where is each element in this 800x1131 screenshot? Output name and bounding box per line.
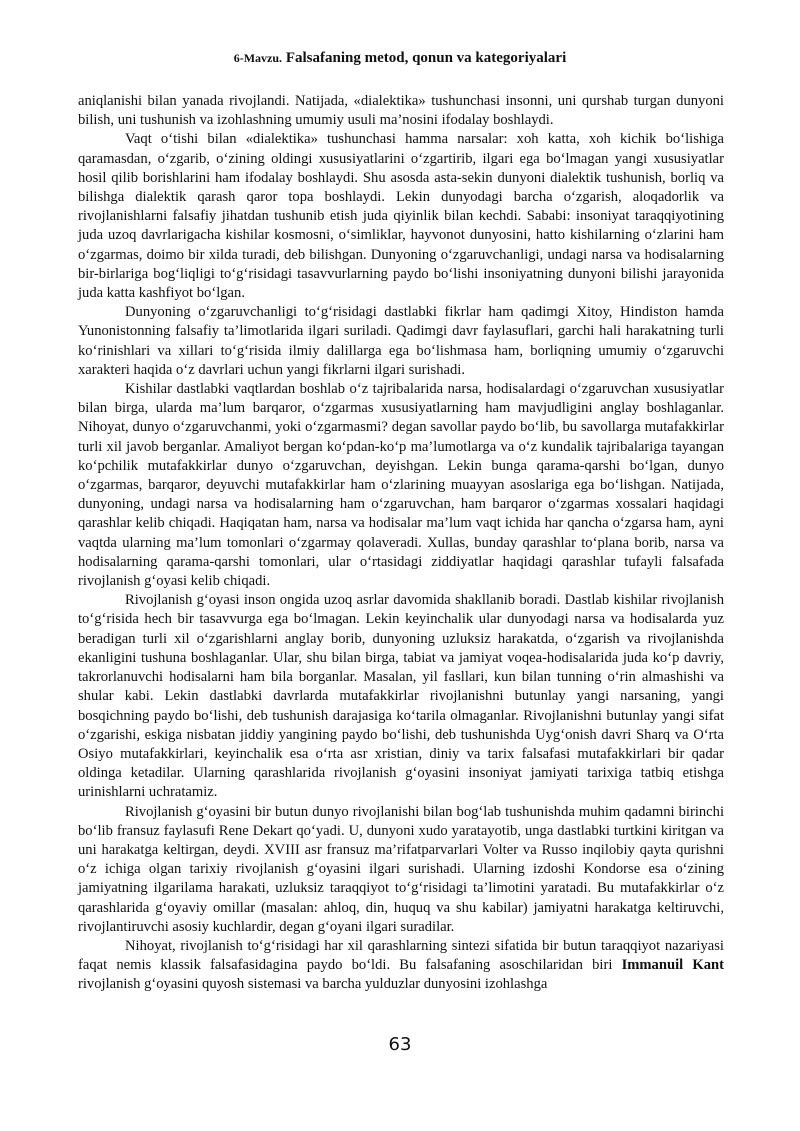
bold-name: Immanuil Kant xyxy=(621,957,724,974)
page-header xyxy=(0,48,800,68)
paragraph: Vaqt o‘tishi bilan «dialektika» tushunchasi hamma narsalar: xoh katta, xoh kichik bo‘lishiga qaramasdan, o‘zgarib, o‘zining oldingi xususiyatlarini o‘zgartirib, ilgari ega bo‘lmagan yangi xususiyatlar hosil qilib borishlarini ham ifodalay boshlaydi. Shu asosda asta-sekin dunyoni dialektik tushunish, borliq va bilishga dialektik qarash qaror topa boshlaydi. Lekin dunyodagi barcha o‘zgarish, aloqadorlik va rivojlanishlarni falsafiy jihatdan tushunib etish juda qiyinlik bilan kechdi. Sababi: insoniyat taraqqiyotining juda uzoq davrlarigacha kishilar kosmosni, o‘simliklar, hayvonot dunyosini, hatto kishilarning o‘zlarini ham o‘zgarmas, doimo bir xilda turadi, deb bilishgan. Dunyoning o‘zgaruvchanligi, undagi narsa va hodisalarning bir-birlariga bog‘liqligi to‘g‘risidagi tasavvurlarning paydo bo‘lishi insoniyatning dunyoni bilishi jarayonida juda katta kashfiyot bo‘lgan. xyxy=(78,131,724,302)
paragraph-text: Nihoyat, rivojlanish to‘g‘risidagi har xil qarashlarning sintezi sifatida bir butun taraqqiyot nazariyasi faqat nemis klassik falsafasidagina paydo bo‘ldi. Bu falsafaning asoschilaridan biri xyxy=(78,937,724,974)
paragraph: Dunyoning o‘zgaruvchanligi to‘g‘risidagi dastlabki fikrlar ham qadimgi Xitoy, Hindiston hamda Yunonistonning falsafiy ta’limotlarida ilgari suriladi. Qadimgi davr faylasuflari, garchi hali harakatning turli ko‘rinishlari va xillari to‘g‘risida ilmiy dalillarga ega bo‘lishmasa ham, borliqning umumiy o‘zgaruvchi xarakteri haqida o‘z davrlari uchun yangi fikrlarni ilgari surishadi. xyxy=(78,304,724,378)
body-text xyxy=(78,92,724,995)
paragraph xyxy=(78,937,724,995)
topic-title: Falsafaning metod, qonun va kategoriyalari xyxy=(285,50,567,66)
paragraph: aniqlanishi bilan yanada rivojlandi. Natijada, «dialektika» tushunchasi insonni, uni qurshab turgan dunyoni bilish, uni tushunish va izohlashning umumiy usuli ma’nosini ifodalay boshlaydi. xyxy=(78,93,724,129)
topic-number: 6-Mavzu. xyxy=(233,51,283,65)
page-number: 63 xyxy=(388,1034,412,1055)
paragraph: Rivojlanish g‘oyasini bir butun dunyo rivojlanishi bilan bog‘lab tushunishda muhim qadamni birinchi bo‘lib fransuz faylasufi Rene Dekart qo‘yadi. U, dunyoni xudo yaratayotib, unga dastlabki turtkini kiritgan va uni harakatga keltirgan, deydi. XVIII asr fransuz ma’rifatparvarlari Volter va Russo inqilobiy qayta qurishni o‘z ichiga olgan tarixiy rivojlanish g‘oyasini ilgari surishadi. Ularning izdoshi Kondorse esa o‘zining jamiyatning ilgarilama harakati, uzluksiz taraqqiyot to‘g‘risidagi ta’limotini yaratadi. Bu mutafakkirlar o‘z qarashlarida g‘oyaviy omillar (masalan: ahloq, din, huquq va shu kabilar) jamiyatni harakatga keltiruvchi, rivojlantiruvchi asosiy kuchlardir, degan g‘oyani ilgari suradilar. xyxy=(78,803,724,935)
paragraph-text: rivojlanish g‘oyasini quyosh sistemasi va barcha yulduzlar dunyosini izohlashga xyxy=(78,976,548,993)
paragraph: Kishilar dastlabki vaqtlardan boshlab o‘z tajribalarida narsa, hodisalardagi o‘zgaruvchan xususiyatlar bilan birga, ularda ma’lum barqaror, o‘zgarmas xususiyatlarning ham mavjudligini anglay boshlaganlar. Nihoyat, dunyo o‘zgaruvchanmi, yoki o‘zgarmasmi? degan savollar paydo bo‘lib, bu savollarga mutafakkirlar turli xil javob berganlar. Amaliyot bergan ko‘pdan-ko‘p ma’lumotlarga va o‘z kundalik tajribalariga tayangan ko‘pchilik mutafakkirlar dunyo o‘zgaruvchan, deyishgan. Lekin bunga qarama-qarshi bo‘lgan, dunyo o‘zgarmas, barqaror, deyuvchi mutafakkirlar ham o‘zlarining muayyan asoslariga ega bo‘lishgan. Natijada, dunyoning, undagi narsa va hodisalarning ham o‘zgaruvchan, ham barqaror o‘zgarmas xossalari haqidagi qarashlar kelib chiqadi. Haqiqatan ham, narsa va hodisalar ma’lum vaqt ichida har qancha o‘zgarsa ham, ayni vaqtda ularning ma’lum tomonlari o‘zgarmay qolaveradi. Xullas, bunday qarashlar to‘plana borib, narsa va hodisalarning qarama-qarshi tomonlari, ular o‘rtasidagi ziddiyatlar haqidagi qarashlar tufayli falsafada rivojlanish g‘oyasi kelib chiqadi. xyxy=(78,381,724,590)
paragraph: Rivojlanish g‘oyasi inson ongida uzoq asrlar davomida shakllanib boradi. Dastlab kishilar rivojlanish to‘g‘risida hech bir tasavvurga ega bo‘lmagan. Lekin keyinchalik ular dunyodagi narsa va hodisalarda yuz beradigan turli xil o‘zgarishlarni anglay borib, dunyoning uzluksiz harakatda, o‘zgarish va rivojlanishda ekanligini tushuna boshlaganlar. Ular, shu bilan birga, tabiat va jamiyat voqea-hodisalarida juda ko‘p davriy, takrorlanuvchi hodisalarni ham bila borganlar. Masalan, yil fasllari, kun bilan tunning o‘rin almashishi va shular kabi. Lekin dastlabki davrlarda mutafakkirlar rivojlanishni butunlay yangi narsaning, yangi bosqichning paydo bo‘lishi, deb tushunish darajasiga ko‘tarila olmaganlar. Rivojlanishni butunlay yangi sifat o‘zgarishi, eskiga nisbatan jiddiy yangining paydo bo‘lishi, deb tushunishda Uyg‘onish davri Sharq va O‘rta Osiyo mutafakkirlari, keyinchalik esa o‘rta asr xristian, diniy va tarix falsafasi mutafakkirlari bir qadar oldinga ketadilar. Ularning qarashlarida rivojlanish g‘oyasini insoniyat jamiyati tarixiga tatbiq etishga urinishlarni uchratamiz. xyxy=(78,592,724,801)
